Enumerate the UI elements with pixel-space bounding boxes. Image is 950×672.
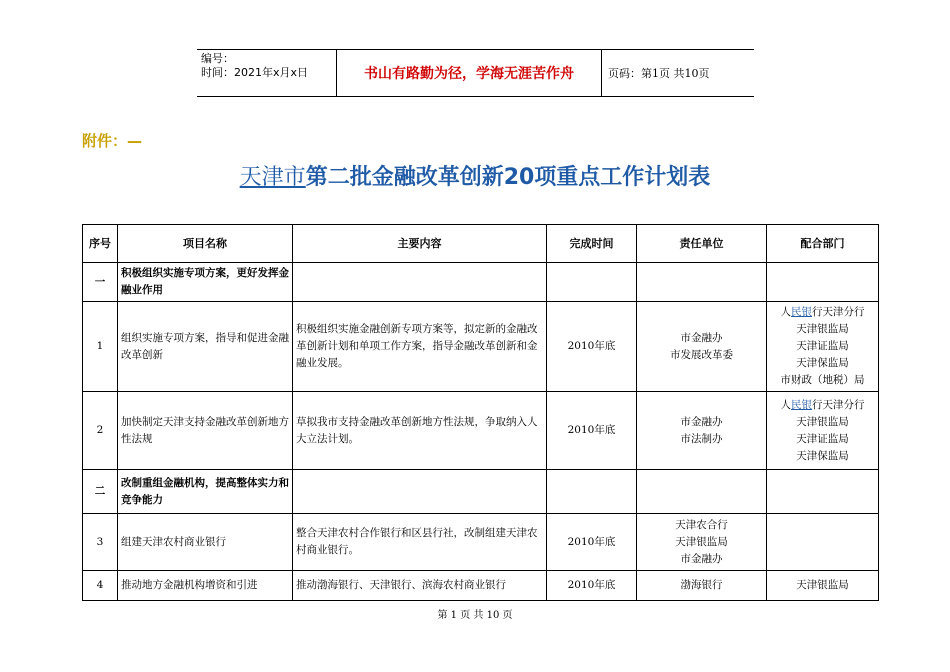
section-row [83,263,879,302]
header-page-label: 页码：第1页 共10页 [608,67,710,80]
table-header-row [83,225,879,263]
header-content: 主要内容 [293,225,547,263]
code-label: 编号： [201,52,234,65]
table-row [83,302,879,392]
row-seq: 4 [83,571,118,601]
responsible-unit: 市法制办 [680,432,723,445]
row-responsible [637,392,767,470]
attachment-label: 附件：— [82,132,143,150]
header-meta [197,50,337,96]
responsible-unit: 天津银监局 [675,535,728,548]
row-seq: 3 [83,514,118,571]
header-seq: 序号 [83,225,118,263]
row-cooperating [767,571,879,601]
cooperating-dept: 市财政（地税）局 [780,374,865,386]
responsible-unit: 天津农合行 [675,518,728,531]
row-name: 加快制定天津支持金融改革创新地方性法规 [118,392,293,470]
section-name: 改制重组金融机构，提高整体实力和竞争能力 [118,470,293,514]
cooperating-dept: 天津证监局 [796,432,849,445]
row-time: 2010年底 [547,392,637,470]
responsible-unit: 市发展改革委 [670,348,733,361]
title-main: 第二批金融改革创新20项重点工作计划表 [305,165,711,190]
row-content: 推动渤海银行、天津银行、滨海农村商业银行 [293,571,547,601]
header-time: 完成时间 [547,225,637,263]
row-cooperating [767,514,879,571]
responsible-unit: 市金融办 [680,331,723,344]
page-footer: 第 1 页 共 10 页 [437,610,513,621]
cooperating-link[interactable]: 民银 [791,398,812,411]
row-name: 组织实施专项方案，指导和促进金融改革创新 [118,302,293,392]
row-time: 2010年底 [547,514,637,571]
row-responsible [637,571,767,601]
section-name: 积极组织实施专项方案，更好发挥金融业作用 [118,263,293,302]
header-name: 项目名称 [118,225,293,263]
row-cooperating [767,392,879,470]
responsible-unit: 渤海银行 [680,579,723,591]
table-row [83,514,879,571]
responsible-unit: 市金融办 [680,552,723,565]
row-seq: 2 [83,392,118,470]
row-responsible [637,302,767,392]
row-content: 草拟我市支持金融改革创新地方性法规，争取纳入人大立法计划。 [293,392,547,470]
row-content: 整合天津农村合作银行和区县行社，改制组建天津农村商业银行。 [293,514,547,571]
header-cooperating: 配合部门 [767,225,879,263]
time-label: 时间：2021年x月x日 [201,66,309,79]
section-seq: 一 [83,263,118,302]
header-motto: 书山有路勤为径，学海无涯苦作舟 [337,50,602,96]
row-content: 积极组织实施金融创新专项方案等，拟定新的金融改革创新计划和单项工作方案，指导金融改革创新和金融业发展。 [293,302,547,392]
cooperating-dept: 人民银行天津分行 [780,306,865,318]
row-name: 组建天津农村商业银行 [118,514,293,571]
table-row [83,571,879,601]
table-row [83,392,879,470]
cooperating-dept: 天津银监局 [796,323,849,335]
row-seq: 1 [83,302,118,392]
document-header [197,49,754,97]
cooperating-dept: 天津银监局 [796,579,849,591]
cooperating-dept: 天津证监局 [796,340,849,352]
cooperating-dept: 天津保监局 [796,449,849,462]
cooperating-dept: 天津保监局 [796,357,849,369]
title-prefix[interactable]: 天津市 [239,165,306,190]
cooperating-dept: 人民银行天津分行 [780,398,865,411]
row-time: 2010年底 [547,302,637,392]
cooperating-dept: 天津银监局 [796,415,849,428]
row-time: 2010年底 [547,571,637,601]
page-title [0,160,950,191]
section-seq: 二 [83,470,118,514]
row-responsible [637,514,767,571]
plan-table [82,224,879,601]
row-name: 推动地方金融机构增资和引进 [118,571,293,601]
responsible-unit: 市金融办 [680,415,723,428]
cooperating-link[interactable]: 民银 [791,306,812,318]
row-cooperating [767,302,879,392]
header-responsible: 责任单位 [637,225,767,263]
section-row [83,470,879,514]
